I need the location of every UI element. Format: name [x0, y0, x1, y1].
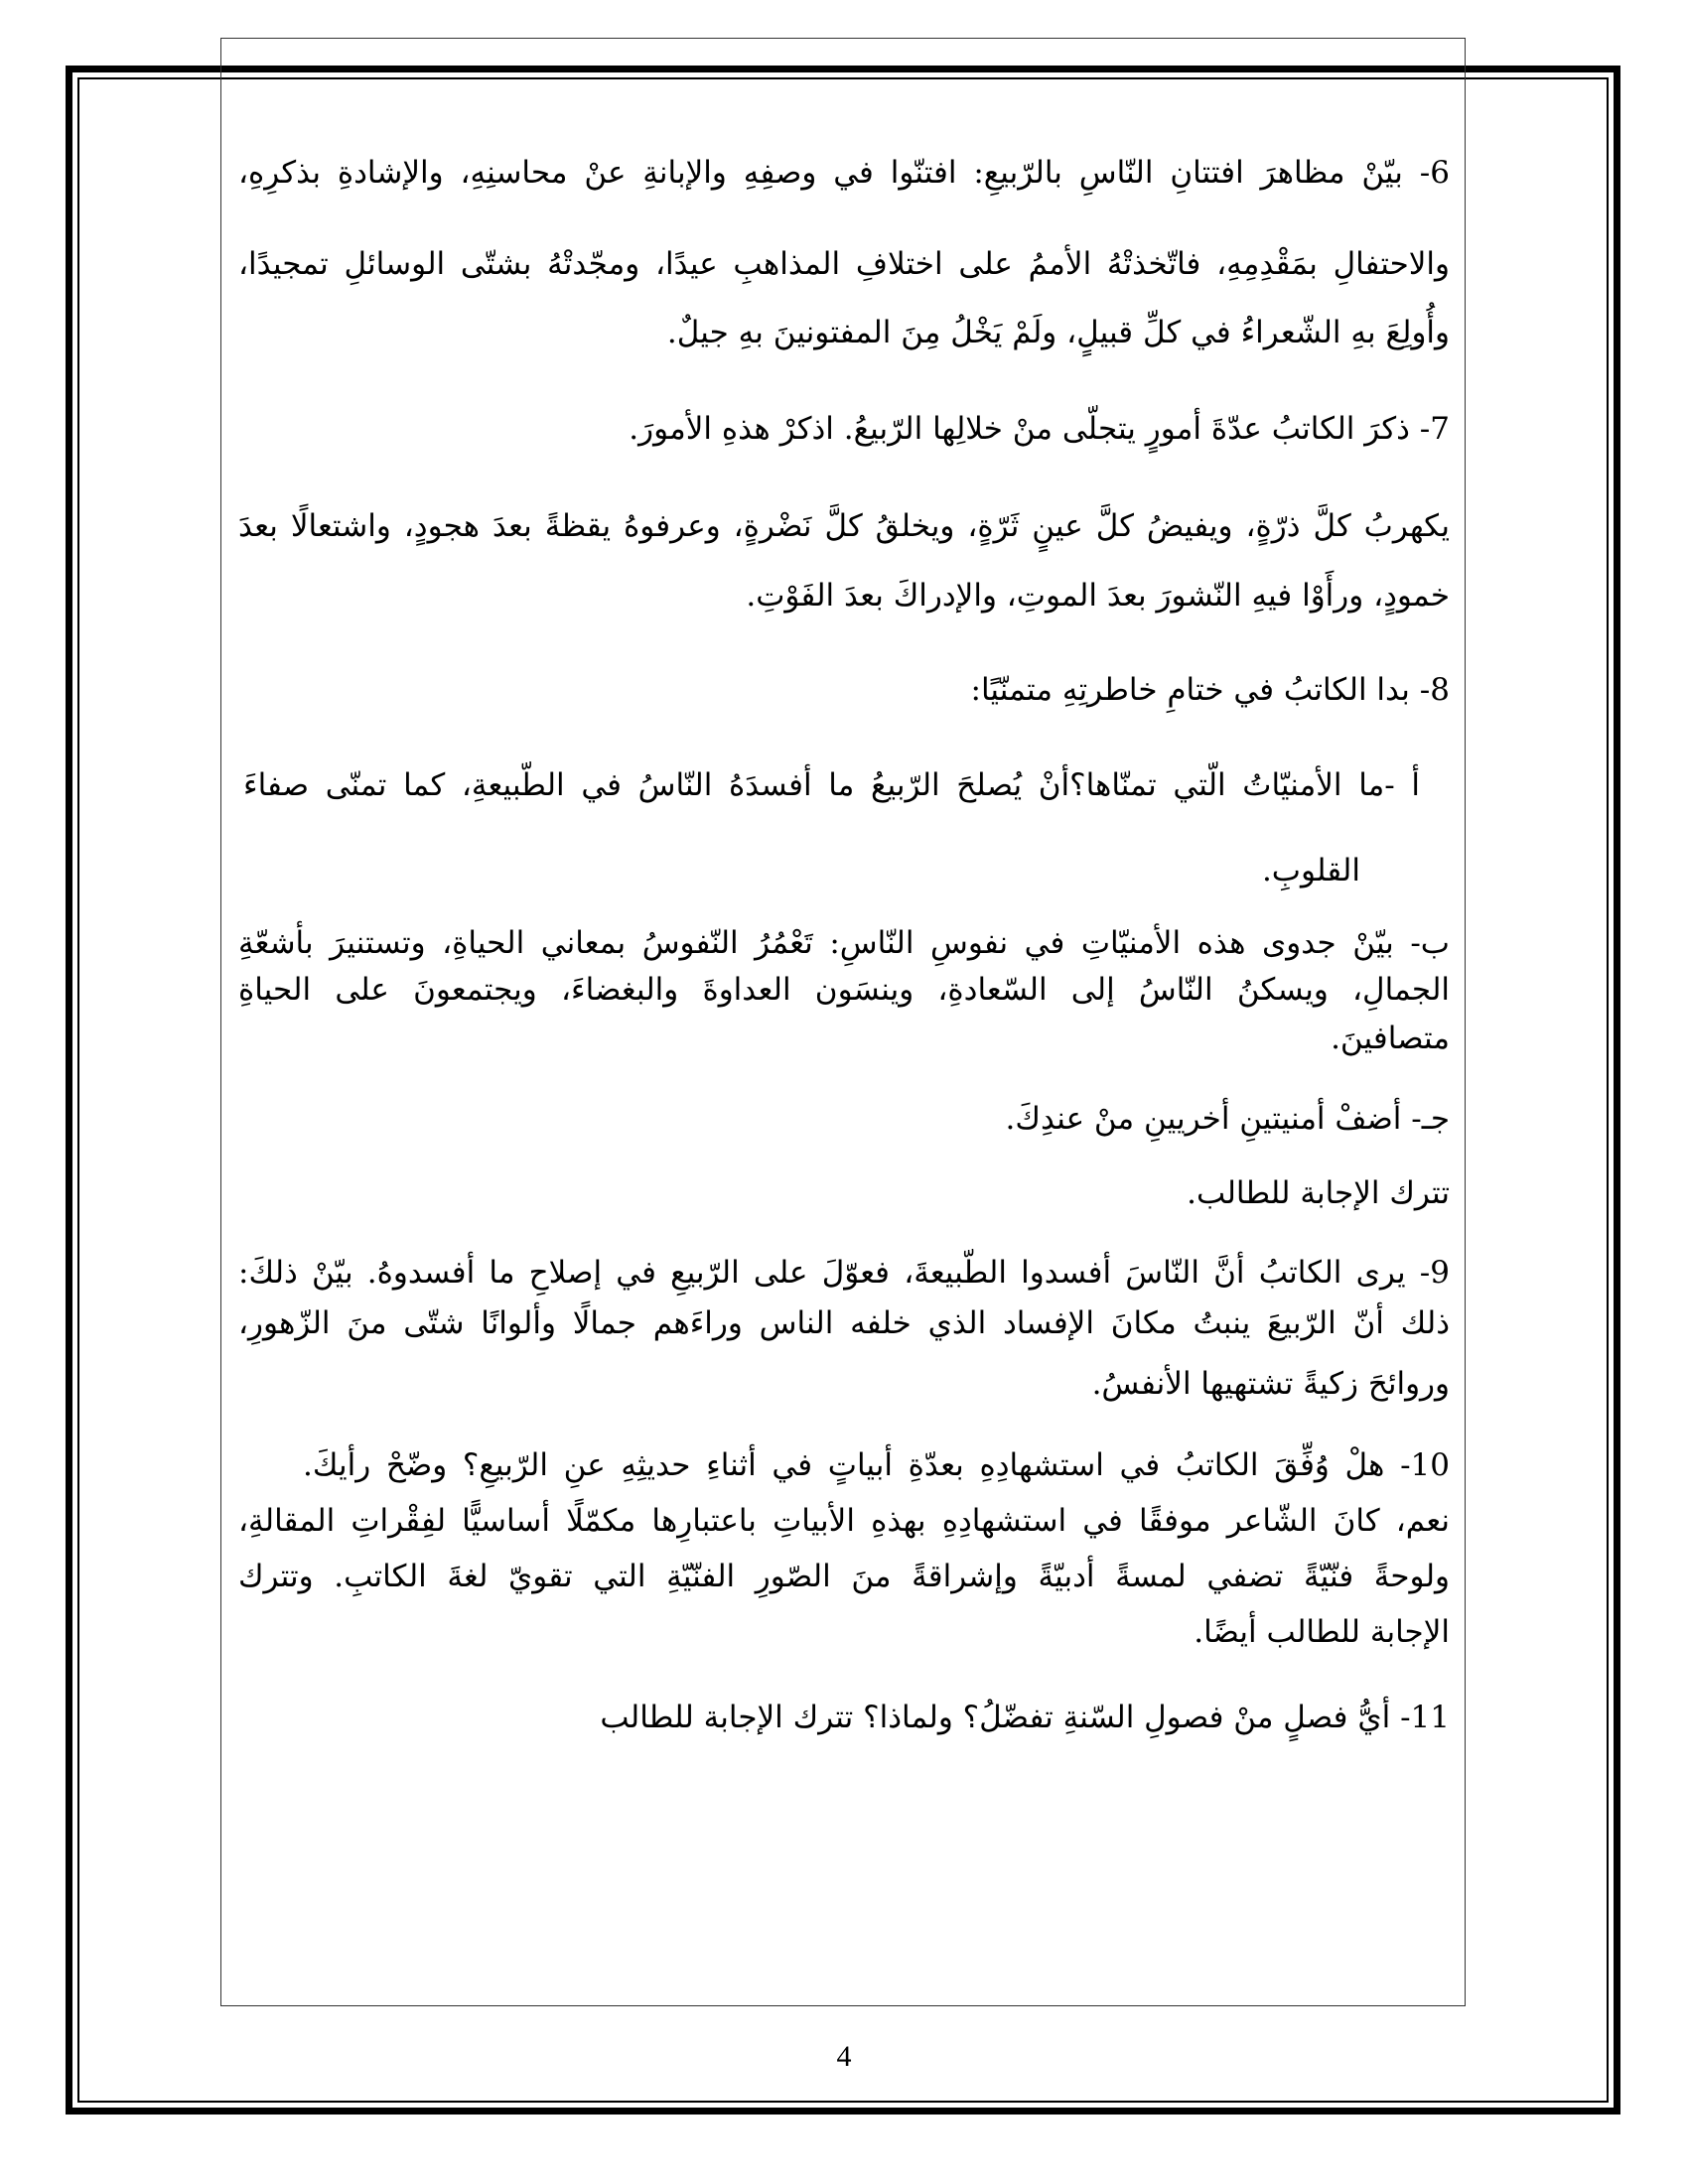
- answer-8b-line-1: الجمالِ، ويسكنُ النّاسُ إلى السّعادةِ، وينسَون العداوةَ والبغضاءَ، ويجتمعونَ على الحياةِ: [238, 972, 1450, 1008]
- answer-7-line-1: يكهربُ كلَّ ذرّةٍ، ويفيضُ كلَّ عينٍ ثَرّةٍ، ويخلقُ كلَّ نَضْرةٍ، وعرفوهُ يقظةً بعدَ هجودٍ، واشتعالًا بعدَ: [238, 508, 1450, 544]
- question-9: 9- يرى الكاتبُ أنَّ النّاسَ أفسدوا الطّبيعةَ، فعوّلَ على الرّبيعِ في إصلاحِ ما أفسدوهُ. بيّنْ ذلكَ:: [238, 1255, 1450, 1291]
- question-8a: أ -ما الأمنيّاتُ الّتي تمنّاها؟أنْ يُصلحَ الرّبيعُ ما أفسدَهُ النّاسُ في الطّبيعةِ، كما تمنّى صفاءَ: [243, 767, 1420, 803]
- question-7: 7- ذكرَ الكاتبُ عدّةَ أمورٍ يتجلّى منْ خلالِها الرّبيعُ. اذكرْ هذهِ الأمورَ.: [629, 411, 1450, 447]
- question-6: 6- بيّنْ مظاهرَ افتتانِ النّاسِ بالرّبيعِ: افتنّوا في وصفِهِ والإبانةِ عنْ محاسنِهِ، والإشادةِ بذكرِهِ،: [238, 155, 1450, 191]
- answer-6-line-1: والاحتفالِ بمَقْدِمِهِ، فاتّخذتْهُ الأممُ على اختلافِ المذاهبِ عيدًا، ومجّدتْهُ بشتّى الوسائلِ تمجيدًا،: [238, 246, 1450, 282]
- answer-10-line-2: ولوحةً فنّيّةً تضفي لمسةً أدبيّةً وإشراقةً منَ الصّورِ الفنّيّةِ التي تقويّ لغةَ الكاتبِ. وتترك: [238, 1559, 1450, 1594]
- answer-6-line-2: وأُولِعَ بهِ الشّعراءُ في كلِّ قبيلٍ، ولَمْ يَخْلُ مِنَ المفتونينَ بهِ جيلٌ.: [666, 315, 1450, 350]
- question-11: 11- أيُّ فصلٍ منْ فصولِ السّنةِ تفضّلُ؟ ولماذا؟ تترك الإجابة للطالب: [600, 1700, 1450, 1735]
- page-number: 4: [836, 2040, 852, 2073]
- answer-7-line-2: خمودٍ، ورأَوْا فيهِ النّشورَ بعدَ الموتِ، والإدراكَ بعدَ الفَوْتِ.: [746, 578, 1450, 614]
- question-8b: ب- بيّنْ جدوى هذه الأمنيّاتِ في نفوسِ النّاسِ: تَعْمُرُ النّفوسُ بمعاني الحياةِ، وتستنيرَ بأشعّةِ: [238, 925, 1450, 961]
- answer-10-line-1: نعم، كانَ الشّاعر موفقًا في استشهادِهِ بهذهِ الأبياتِ باعتبارِها مكمّلًا أساسيًّا لفِقْراتِ المقالةِ،: [238, 1503, 1450, 1539]
- answer-8b-line-2: متصافينَ.: [1331, 1021, 1450, 1056]
- question-8: 8- بدا الكاتبُ في ختامِ خاطرتِهِ متمنّيًا:: [970, 672, 1450, 708]
- answer-9-line-2: وروائحَ زكيةً تشتهيها الأنفسُ.: [1091, 1366, 1450, 1402]
- answer-9-line-1: ذلك أنّ الرّبيعَ ينبتُ مكانَ الإفساد الذي خلفه الناس وراءَهم جمالًا وألوانًا شتّى منَ الزّهورِ،: [238, 1305, 1450, 1341]
- question-8c: جـ- أضفْ أمنيتينِ أخريينِ منْ عندِكَ.: [1005, 1101, 1450, 1137]
- answer-8a-cont: القلوبِ.: [1261, 853, 1360, 888]
- answer-10-line-3: الإجابة للطالب أيضًا.: [1194, 1614, 1450, 1650]
- question-10: 10- هلْ وُفِّقَ الكاتبُ في استشهادِهِ بعدّةِ أبياتٍ في أثناءِ حديثِهِ عنِ الرّبيعِ؟ وضّحْ رأيكَ.: [303, 1447, 1450, 1483]
- answer-8c: تترك الإجابة للطالب.: [1187, 1175, 1450, 1211]
